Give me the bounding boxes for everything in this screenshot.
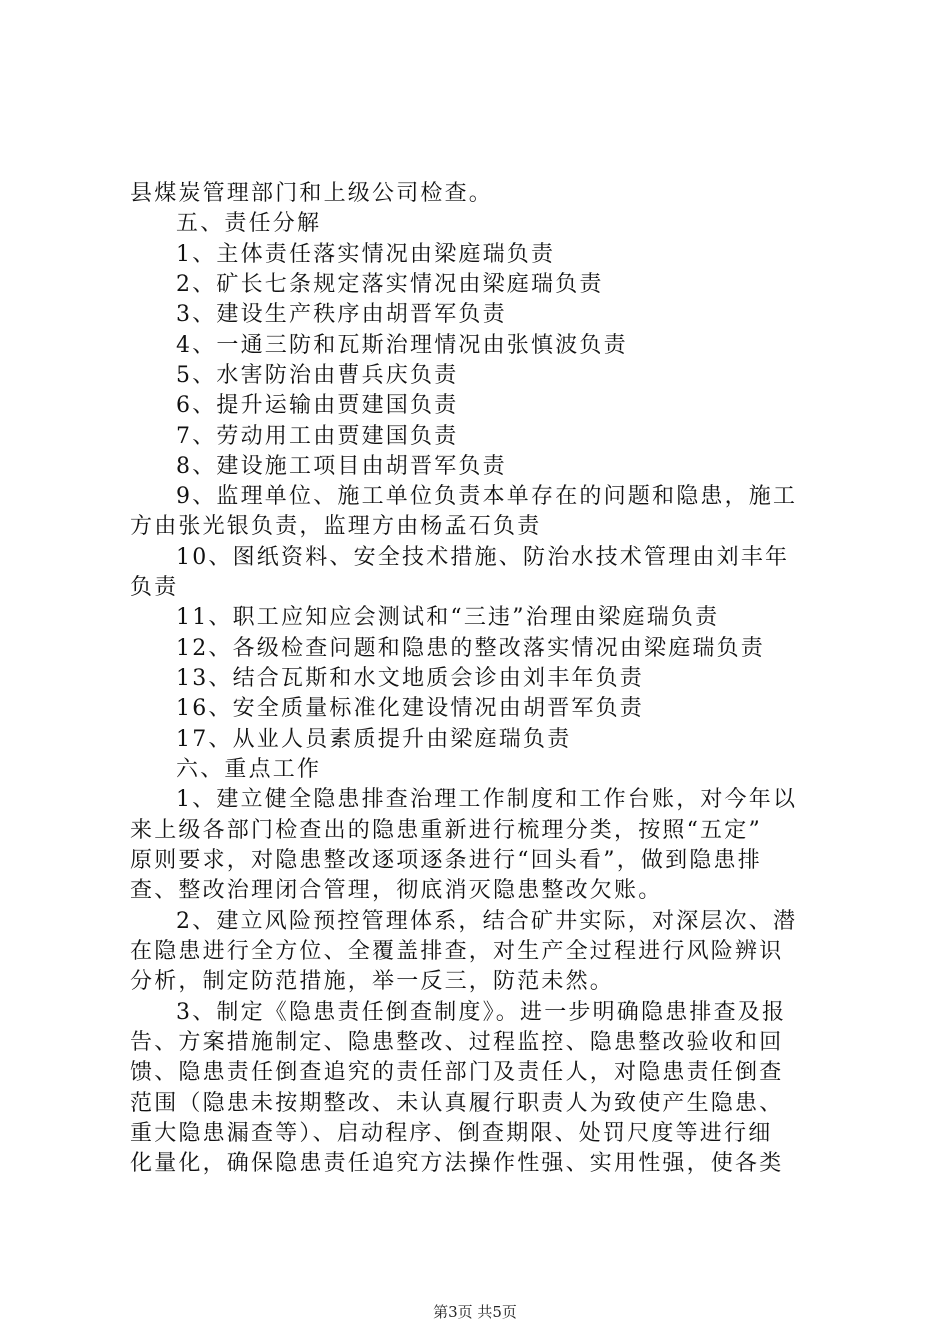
text-line: 分析，制定防范措施，举一反三，防范未然。 [130, 969, 615, 994]
text-line: 10、图纸资料、安全技术措施、防治水技术管理由刘丰年 [176, 545, 790, 570]
text-line: 1、主体责任落实情况由梁庭瑞负责 [176, 242, 556, 267]
text-line: 县煤炭管理部门和上级公司检查。 [130, 181, 494, 206]
text-line: 17、从业人员素质提升由梁庭瑞负责 [176, 727, 572, 752]
text-line: 16、安全质量标准化建设情况由胡晋军负责 [176, 696, 644, 721]
text-line: 13、结合瓦斯和水文地质会诊由刘丰年负责 [176, 666, 644, 691]
text-line: 11、职工应知应会测试和“三违”治理由梁庭瑞负责 [176, 605, 720, 630]
text-line: 告、方案措施制定、隐患整改、过程监控、隐患整改验收和回 [130, 1030, 784, 1055]
text-line: 重大隐患漏查等）、启动程序、倒查期限、处罚尺度等进行细 [130, 1121, 773, 1146]
text-line: 在隐患进行全方位、全覆盖排查，对生产全过程进行风险辨识 [130, 939, 784, 964]
text-line: 来上级各部门检查出的隐患重新进行梳理分类，按照“五定” [130, 818, 762, 843]
text-line: 7、劳动用工由贾建国负责 [176, 424, 459, 449]
text-line: 2、矿长七条规定落实情况由梁庭瑞负责 [176, 272, 604, 297]
text-line: 9、监理单位、施工单位负责本单存在的问题和隐患，施工 [176, 484, 798, 509]
text-line: 12、各级检查问题和隐患的整改落实情况由梁庭瑞负责 [176, 636, 765, 661]
text-line: 3、建设生产秩序由胡晋军负责 [176, 302, 507, 327]
text-line: 1、建立健全隐患排查治理工作制度和工作台账，对今年以 [176, 787, 798, 812]
text-line: 查、整改治理闭合管理，彻底消灭隐患整改欠账。 [130, 878, 663, 903]
text-line: 方由张光银负责，监理方由杨孟石负责 [130, 514, 542, 539]
page-number: 第3页 共5页 [433, 1303, 517, 1321]
section-heading: 六、重点工作 [176, 757, 322, 782]
text-line: 原则要求，对隐患整改逐项逐条进行“回头看”，做到隐患排 [130, 848, 762, 873]
text-line: 5、水害防治由曹兵庆负责 [176, 363, 459, 388]
text-line: 2、建立风险预控管理体系，结合矿井实际，对深层次、潜 [176, 909, 798, 934]
text-line: 负责 [130, 575, 179, 600]
text-line: 6、提升运输由贾建国负责 [176, 393, 459, 418]
section-heading: 五、责任分解 [176, 211, 322, 236]
text-line: 范围（隐患未按期整改、未认真履行职责人为致使产生隐患、 [130, 1091, 784, 1116]
text-line: 4、一通三防和瓦斯治理情况由张慎波负责 [176, 333, 628, 358]
text-line: 化量化，确保隐患责任追究方法操作性强、实用性强，使各类 [130, 1151, 784, 1176]
text-line: 3、制定《隐患责任倒查制度》。进一步明确隐患排查及报 [176, 1000, 787, 1025]
text-line: 馈、隐患责任倒查追究的责任部门及责任人，对隐患责任倒查 [130, 1060, 784, 1085]
text-line: 8、建设施工项目由胡晋军负责 [176, 454, 507, 479]
